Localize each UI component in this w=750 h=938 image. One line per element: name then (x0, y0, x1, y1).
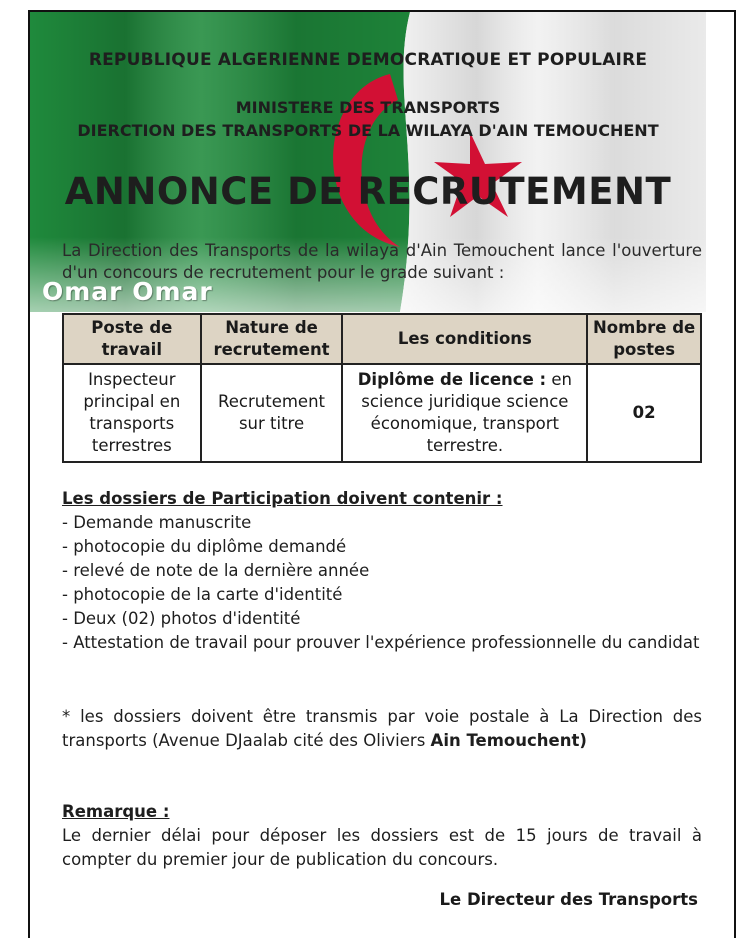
transmission-note (62, 705, 702, 753)
header-republic: REPUBLIQUE ALGERIENNE DEMOCRATIQUE ET POPULAIRE (88, 50, 648, 70)
header-direction: DIERCTION DES TRANSPORTS DE LA WILAYA D'AIN TEMOUCHENT (77, 121, 659, 140)
cell-poste: Inspecteur principal en transports terrestres (63, 364, 201, 462)
list-item: - relevé de note de la dernière année (62, 561, 370, 580)
list-item: - Attestation de travail pour prouver l'expérience professionnelle du candidat (62, 633, 700, 652)
watermark-name: Omar Omar (42, 277, 213, 306)
remarque-text: Le dernier délai pour déposer les dossiers est de 15 jours de travail à compter du premier jour de publication du concours. (62, 826, 702, 869)
table-header-row (63, 314, 701, 364)
intro-paragraph: La Direction des Transports de la wilaya d'Ain Temouchent lance l'ouverture d'un concours de recrutement pour le grade suivant : (62, 241, 702, 282)
recruitment-table (62, 313, 702, 463)
dossiers-title: Les dossiers de Participation doivent contenir : (62, 489, 503, 508)
cell-nature: Recrutement sur titre (201, 364, 343, 462)
dossiers-section (62, 487, 702, 655)
list-item: - photocopie de la carte d'identité (62, 585, 343, 604)
cell-nombre: 02 (587, 364, 701, 462)
list-item: - Deux (02) photos d'identité (62, 609, 301, 628)
header-nature: Nature de recrutement (201, 314, 343, 364)
transmission-text: * les dossiers doivent être transmis par voie postale à La Direction des transports (Avenue DJaalab cité des Oliviers (62, 707, 702, 750)
remarque-title: Remarque : (62, 802, 170, 821)
header-poste: Poste de travail (63, 314, 201, 364)
header-ministry: MINISTERE DES TRANSPORTS (235, 98, 501, 117)
list-item: - photocopie du diplôme demandé (62, 537, 347, 556)
remarque-section (62, 800, 702, 872)
signature: Le Directeur des Transports (439, 890, 698, 909)
cell-conditions (342, 364, 587, 462)
list-item: - Demande manuscrite (62, 513, 252, 532)
table-row (63, 364, 701, 462)
conditions-details: en science juridique science économique, transport terrestre. (361, 370, 572, 455)
transmission-city: Ain Temouchent) (430, 731, 587, 750)
conditions-diploma: Diplôme de licence : (357, 370, 547, 389)
header-conditions: Les conditions (342, 314, 587, 364)
announcement-title: ANNONCE DE RECRUTEMENT (64, 170, 672, 213)
header-nombre: Nombre de postes (587, 314, 701, 364)
